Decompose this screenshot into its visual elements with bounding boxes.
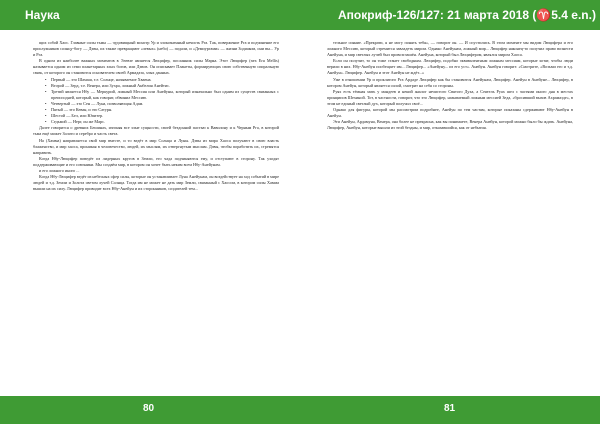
paragraph: Руях есть тёмная мать у мандеев и некий аналог нечистого Святого Духа, а Сеятель Руах шел с частями иного дня в местах принципов Шехиной. Тот, в частности, говорит, что это Люцифер, называемый ложным мессией Зеда, «бросивший вызов Ахрамазде», в этом не единый светлый дух, который получил своё... xyxy=(327,88,573,106)
paragraph: На (Хамма) направляется свой мир вместе, и то ведёт в мир Солнца и Луны. Дэвы из мира Хаоса получают в свою власть блаженство, и мир хаоса, проникая в человечество, людей, их мыслям, их отвергнутым мыслям. Дэвы, чтобы поработить их, стремятся направить. xyxy=(33,137,279,155)
right-page-text xyxy=(327,40,573,380)
paragraph: Если он получит, то он тоже станет свободным. Люцифер, подобно эквивалентным ложным мессиям, которые хотят, чтобы люди верили в них. Нбу-Анейун пообещает им... Люцифер... «Анейуну... из его уст». Анейун. Анейун говорит: «Смотрите, «Возьми его и т.д. Анейун». Люцифер. Анейун и этот Анейун не ждёт...» xyxy=(327,58,573,76)
header-bar xyxy=(0,0,600,30)
paragraph: и его ложного иного ... xyxy=(39,167,80,173)
paragraph: тельное сияние. «Прекрати, я не могу понять тебя», — говорит он. — И спустились. В этом моменте мы видим Люцифера и его ложного Мессию, который стремится завладеть миром. Однако Анейунам, ложный мир... Люцифер наконец-то получил право вознести Анейуна, и мир светлых лучей был провозглашён. Анейуна, который был Люцифером, являлся миром Хаоса. xyxy=(327,40,573,58)
footer-bar-left xyxy=(0,396,300,424)
list-item: • Первый — это Шамаш, т.е. Солнце, называемое Хваена. xyxy=(51,77,279,83)
paragraph: В одном из наиболее важных моментов в Элевзе является Люцифер, посланник силы Марка. Этот Люцифер (nex Eru Mellis) называется одним из семи планетарных злых богов, или Дэвов. Он описывает Планеты, формирующих свою собственную спиральную связь, от которого он становится основателем своей Армадаза, злых данных. xyxy=(33,58,279,76)
left-page-text xyxy=(33,40,279,380)
paragraph: щих собой Хаос. Главные силы тьмы — чудовищный монстр Ур и злокозненный нечисть Рга. Так, повержение Рга и подчинение его прислужников солнцу-богу — Дэвы, их также превращают «левых» (небо) — подали, и «Демиургами» — жизни Зодиаком, они вы... Ур и Рга. xyxy=(33,40,279,58)
page-number-right: 81 xyxy=(444,403,456,414)
section-title: Наука xyxy=(25,8,60,22)
list-item: • Третий является Нбу — Меркурий, ложный Мессия или Анейуны, который изначально был одним из существ связанных с преисподней, который, как говорят, обвинил Мессию. xyxy=(51,89,279,101)
page-gutter xyxy=(299,30,301,396)
paragraph: Однако для фигуры, которой мы рассмотрим подробнее, Анейун по тем частям, которые показаны сдерживают Нбу-Анейун в Анейун. xyxy=(327,107,573,119)
list-item: • Шестой — Бел, или Юпитер. xyxy=(51,113,279,119)
page-number-left: 80 xyxy=(143,403,155,414)
list-item: • Второй — Зерд, т.е. Венера, или Зухра, ложный Анбелия Анейтис. xyxy=(51,83,279,89)
footer-bar-right xyxy=(300,396,600,424)
issue-title: Апокриф-126/127: 21 марта 2018 (♈5.4 e.n.) xyxy=(338,8,596,22)
list-item: • Седьмой — Нерг, он же Марс. xyxy=(51,119,279,125)
list-item: • Четвертый — это Сен — Луна, позволяющая Адам. xyxy=(51,101,279,107)
paragraph: Эти Анейун, Ардамуна, Венера, она более не прекрасна, как вы понимаете, Венера Анейун, которой можно было бы ждать. Анейуна, Люцифер, Анейун, которые вышли из этой бездны, и мир, отказавшийся, как от небытия. xyxy=(327,119,573,131)
footer xyxy=(0,396,600,424)
list-item: • Пятый — это Кеван, и это Сатурн. xyxy=(51,107,279,113)
planet-list xyxy=(33,77,279,126)
paragraph: Когда Нбу-Люцифер ведёт из небесных сфер силы, которые он устанавливает Луна Анейунам, он воздействует на ход событий в мире людей и т.д. Земли и Золота светом лучей Солнца. Тогда им не может не дать мир Земли, связанный с Хаосом, в котором силы Хамма вышли на их силу. Люцифер приводит всех Нбу-Анейун и их сторонников, создателей тем... xyxy=(33,174,279,192)
paragraph: Далее говорится о древних Бешинах, изгоняя все злые сущности, своей бездонной пастью к Вавилону и к Черным Рга, в которой тьма ещё может Золото и серебро и часть света. xyxy=(33,125,279,137)
paragraph: Когда Нбу-Люцифер поведёт из лидерных кругов в Земли, его чада подчиняются ему, и отступают в сторону. Так уходят поддерживающие и его союзники. Мы создаём мир, в котором он хочет быть неким всем Нбу-Анейунам. xyxy=(33,155,279,167)
paragraph: Уже в отношении Ур и проклятого Рга Ардаде Люцифер как бы становится Анейунам, Люцифер. Анейун в Анейуне... Люцифер, в котором Анейун, который является силой, смотрит на себя со стороны. xyxy=(327,76,573,88)
